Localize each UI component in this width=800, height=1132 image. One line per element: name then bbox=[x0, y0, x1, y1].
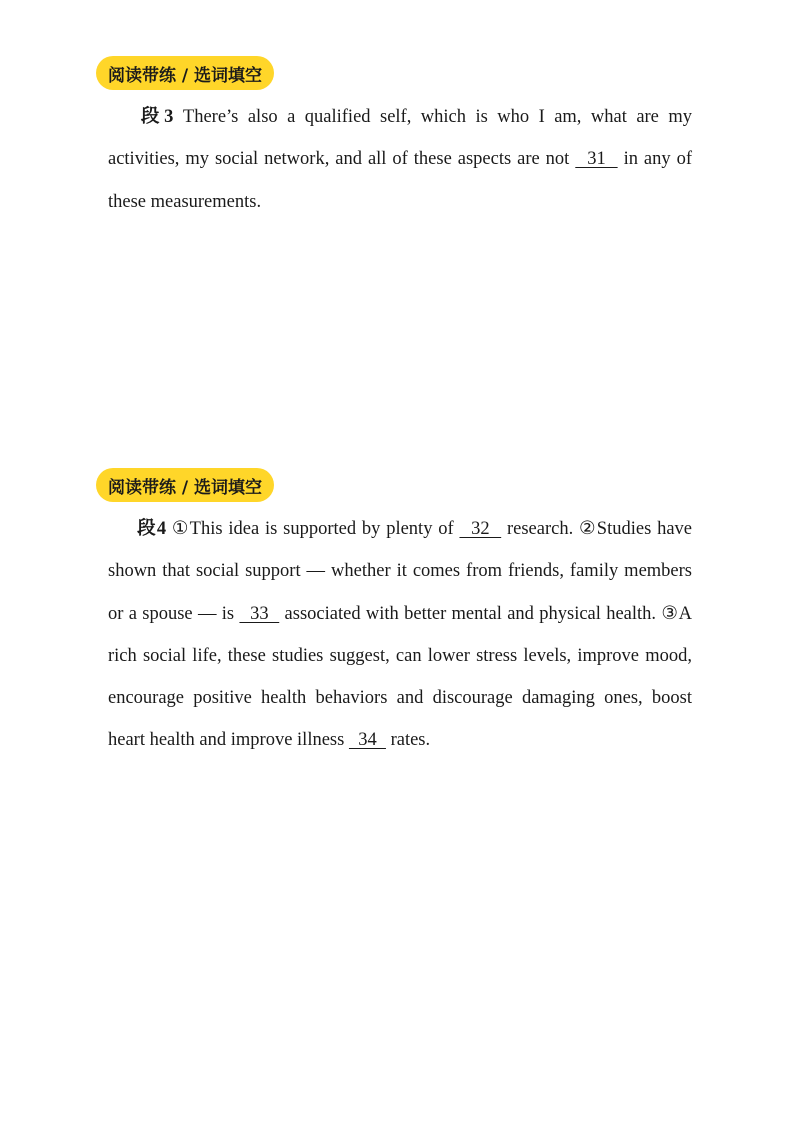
paragraph-text: rates. bbox=[385, 730, 431, 751]
section-tag: 阅读带练 / 选词填空 bbox=[96, 468, 274, 502]
paragraph-label: 段4 bbox=[136, 519, 167, 539]
section-tag: 阅读带练 / 选词填空 bbox=[96, 56, 274, 90]
paragraph-text: There’s also a qualified self, which is who I am, what are my activities, my social network, and all of these aspects are not bbox=[108, 107, 692, 170]
blank-33[interactable]: 33 bbox=[239, 603, 280, 624]
paragraph-4 bbox=[108, 508, 692, 762]
paragraph-text: associated with better mental and physical health. ③A rich social life, these studies suggest, can lower stress levels, improve mood, encourage positive health behaviors and discourage damaging ones, boost heart health and improve illness bbox=[108, 603, 693, 751]
blank-31[interactable]: 31 bbox=[575, 149, 618, 170]
blank-32[interactable]: 32 bbox=[459, 519, 502, 539]
blank-34[interactable]: 34 bbox=[348, 730, 386, 751]
paragraph-text: in any of these measurements. bbox=[108, 149, 693, 212]
paragraph-text: research. ②Studies have shown that social support — whether it comes from friends, family members or a spouse — is bbox=[108, 519, 693, 624]
paragraph-text: ①This idea is supported by plenty of bbox=[171, 519, 460, 539]
paragraph-label: 段3 bbox=[136, 107, 174, 127]
paragraph-3 bbox=[108, 96, 692, 223]
